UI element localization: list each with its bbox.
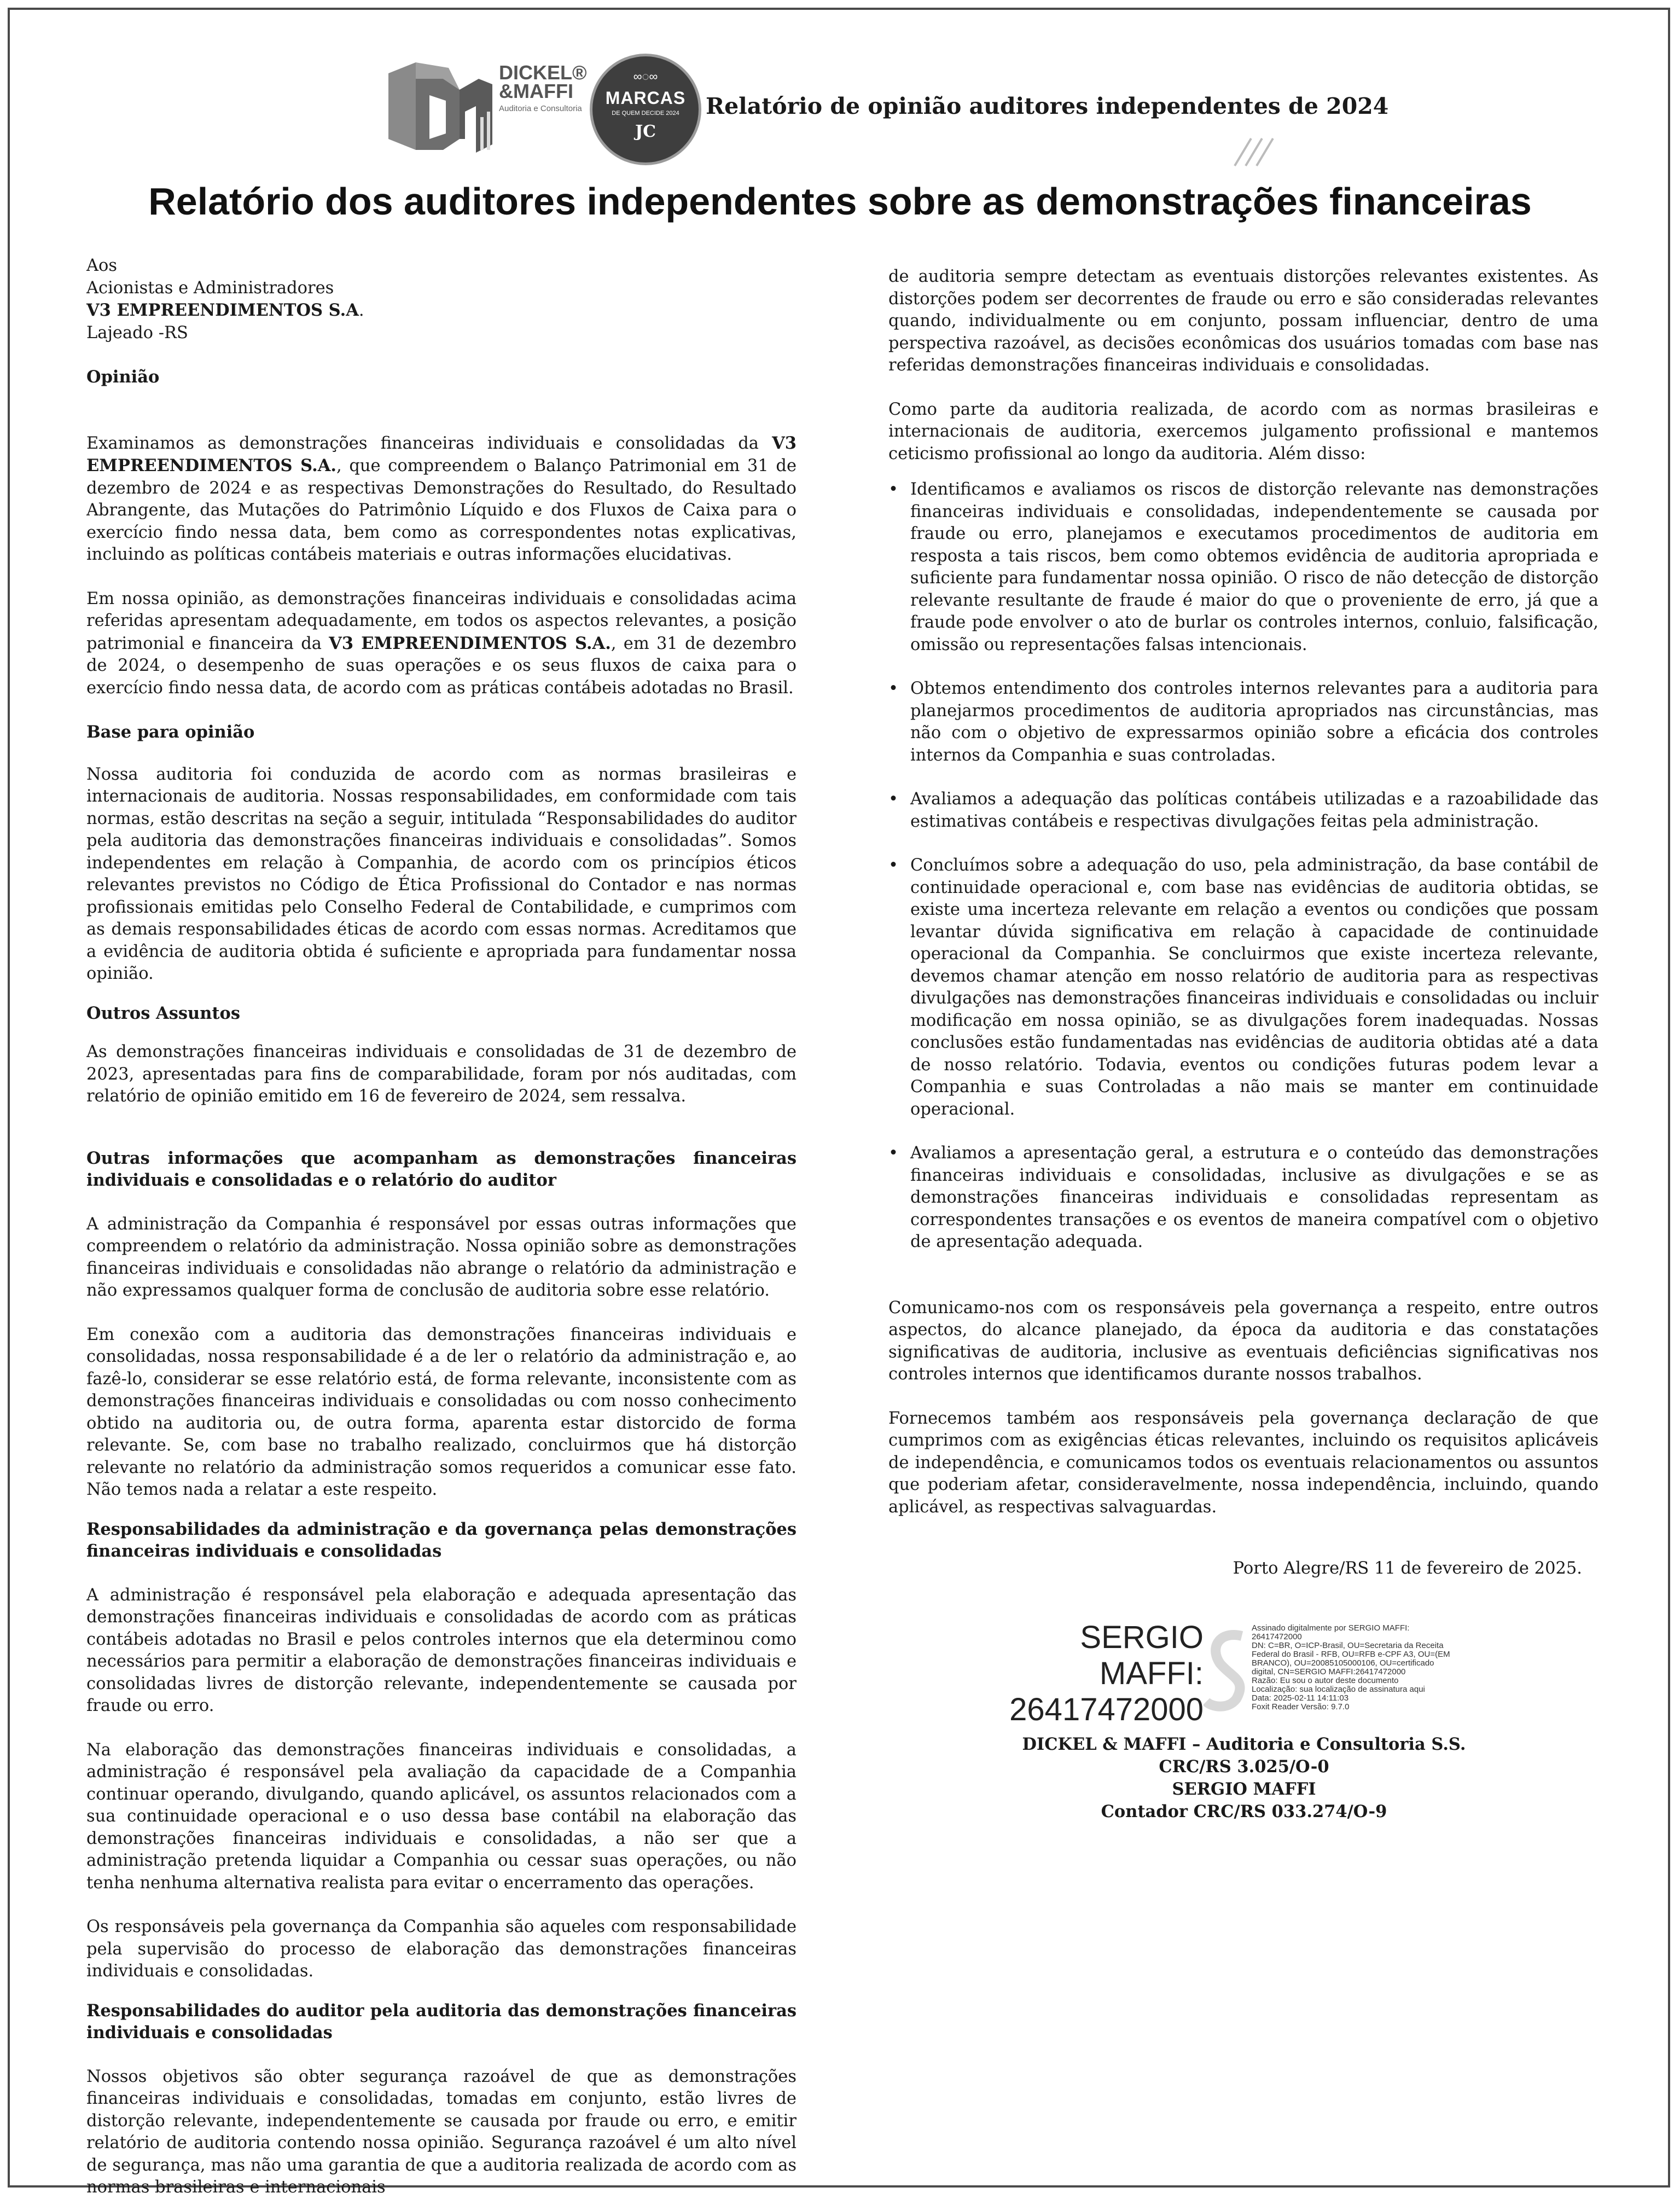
- other-info-paragraph: A administração da Companhia é responsável por essas outras informações que compreendem o relatório da administração. Nossa opinião sobre as demonstrações financeiras individuais e consolidadas não abrange o relatório da administração e não expressamos qualquer forma de conclusão de auditoria sobre esse relatório.: [86, 1214, 797, 1300]
- signer-crc: Contador CRC/RS 033.274/O-9: [1101, 1802, 1387, 1821]
- firm-name: DICKEL & MAFFI – Auditoria e Consultoria S.S.: [1022, 1734, 1466, 1754]
- mgmt-resp-paragraph: A administração é responsável pela elaboração e adequada apresentação das demonstrações financeiras individuais e consolidadas de acordo com as práticas contábeis adotadas no Brasil e pelos controles internos que ela determinou como necessários para permitir a elaboração de demonstrações financeiras individuais e consolidadas livres de distorção relevante, independentemente se causada por fraude ou erro.: [86, 1585, 797, 1715]
- mgmt-resp-paragraph: Na elaboração das demonstrações financeiras individuais e consolidadas, a administração é responsável pela avaliação da capacidade de a Companhia continuar operando, divulgando, quando aplicável, os assuntos relacionados com a sua continuidade operacional e o uso dessa base contábil na elaboração das demonstrações financeiras individuais e consolidadas, a não ser que a administração pretenda liquidar a Companhia ou cessar suas operações, ou não tenha nenhuma alternativa realista para evitar o encerramento das operações.: [86, 1740, 797, 1893]
- governance-communication-paragraph: Comunicamo-nos com os responsáveis pela governança a respeito, entre outros aspectos, do alcance planejado, da época da auditoria e das constatações significativas de auditoria, inclusive as eventuais deficiências significativas nos controles internos que identificamos durante nossos trabalhos.: [888, 1298, 1598, 1384]
- opinion-paragraph: Em nossa opinião, as demonstrações financeiras individuais e consolidadas acima referidas apresentam adequadamente, em todos os aspectos relevantes, a posição patrimonial e financeira da V3 EMPREENDIMENTOS S.A., em 31 de dezembro de 2024, o desempenho de suas operações e os seus fluxos de caixa para o exercício findo nessa data, de acordo com as práticas contábeis adotadas no Brasil.: [86, 589, 797, 698]
- section-heading-mgmt-resp: Responsabilidades da administração e da governança pelas demonstrações financeiras individuais e consolidadas: [86, 1519, 797, 1561]
- mgmt-resp-paragraph: Os responsáveis pela governança da Companhia são aqueles com responsabilidade pela supervisão do processo de elaboração das demonstrações financeiras individuais e consolidadas.: [86, 1917, 797, 1981]
- place-and-date: Porto Alegre/RS 11 de fevereiro de 2025.: [1233, 1559, 1582, 1578]
- section-heading-other-info: Outras informações que acompanham as demonstrações financeiras individuais e consolidadas e o relatório do auditor: [86, 1148, 797, 1190]
- list-item: • Avaliamos a apresentação geral, a estrutura e o conteúdo das demonstrações financeiras individuais e consolidadas, inclusive as divulgações e se as demonstrações financeiras individuais e consolidadas representam as correspondentes transações e os eventos de maneira compatível com o objetivo de apresentação adequada.: [888, 1142, 1598, 1254]
- opinion-paragraph: Examinamos as demonstrações financeiras individuais e consolidadas da V3 EMPREENDIMENTOS S.A., que compreendem o Balanço Patrimonial em 31 de dezembro de 2024 e as respectivas Demonstrações do Resultado, do Resultado Abrangente, das Mutações do Patrimônio Líquido e dos Fluxos de Caixa para o exercício findo nessa data, bem como as correspondentes notas explicativas, incluindo as políticas contábeis materiais e outras informações elucidativas.: [86, 433, 797, 564]
- marcas-subtitle: DE QUEM DECIDE 2024: [612, 110, 679, 117]
- signature-watermark-icon: [1204, 1625, 1253, 1713]
- logo-brand: DICKEL® &MAFFI: [499, 61, 587, 102]
- page-title: Relatório dos auditores independentes sobre as demonstrações financeiras: [148, 180, 1532, 223]
- signature-details: Assinado digitalmente por SERGIO MAFFI: 26417472000 DN: C=BR, O=ICP-Brasil, OU=Secretaria da Receita Federal do Brasil - RFB, OU=RFB e-CPF A3, OU=(EM BRANCO), OU=20085105000106, OU=certificado digital, CN=SERGIO MAFFI:26417472000 Razão: Eu sou o autor deste documento Localização: sua localização de assinatura aqui Data: 2025-02-11 14:11:03 Foxit Reader Versão: 9.7.0: [1252, 1623, 1450, 1711]
- addressee-company: V3 EMPREENDIMENTOS S.A.: [86, 300, 364, 320]
- list-item: • Obtemos entendimento dos controles internos relevantes para a auditoria para planejarmos procedimentos de auditoria apropriados nas circunstâncias, mas não com o objetivo de expressarmos opinião sobre a eficácia dos controles internos da Companhia e suas controladas.: [888, 678, 1598, 767]
- addressee-line: Acionistas e Administradores: [86, 278, 334, 298]
- signer-name: SERGIO MAFFI: [1172, 1779, 1316, 1799]
- decorative-slashes-icon: [1224, 136, 1278, 169]
- marcas-title: MARCAS: [605, 88, 686, 108]
- report-header-title: Relatório de opinião auditores independentes de 2024: [706, 93, 1389, 119]
- other-matters-paragraph: As demonstrações financeiras individuais e consolidadas de 31 de dezembro de 2023, apresentadas para fins de comparabilidade, foram por nós auditadas, com relatório de opinião emitido em 16 de fevereiro de 2024, sem ressalva.: [86, 1042, 797, 1106]
- other-info-paragraph: Em conexão com a auditoria das demonstrações financeiras individuais e consolidadas, nossa responsabilidade é a de ler o relatório da administração e, ao fazê-lo, considerar se esse relatório está, de forma relevante, inconsistente com as demonstrações financeiras individuais e consolidadas ou com nosso conhecimento obtido na auditoria ou, de outra forma, aparenta estar distorcido de forma relevante. Se, com base no trabalho realizado, concluirmos que há distorção relevante no relatório da administração somos requeridos a comunicar esse fato. Não temos nada a relatar a este respeito.: [86, 1325, 797, 1499]
- addressee-city: Lajeado -RS: [86, 323, 188, 343]
- list-item: • Concluímos sobre a adequação do uso, pela administração, da base contábil de continuidade operacional e, com base nas evidências de auditoria obtidas, se existe uma incerteza relevante em relação a eventos ou condições que possam levantar dúvida significativa em relação à capacidade de continuidade operacional da Companhia. Se concluirmos que existe incerteza relevante, devemos chamar atenção em nosso relatório de auditoria para as respectivas divulgações nas demonstrações financeiras individuais e consolidadas ou incluir modificação em nossa opinião, se as divulgações forem inadequadas. Nossas conclusões estão fundamentadas nas evidências de auditoria obtidas até a data de nosso relatório. Todavia, eventos ou condições futuras podem levar a Companhia e suas Controladas a não mais se manter em continuidade operacional.: [888, 855, 1598, 1121]
- addressee-line: Aos: [86, 256, 118, 275]
- left-column: [86, 255, 797, 2199]
- marcas-mark: JC: [635, 122, 656, 141]
- right-column: [888, 266, 1598, 1580]
- section-heading-opinion: Opinião: [86, 367, 160, 387]
- logo-subtitle: Auditoria e Consultoria: [499, 104, 582, 113]
- auditor-resp-paragraph: Nossos objetivos são obter segurança razoável de que as demonstrações financeiras individuais e consolidadas, tomadas em conjunto, estão livres de distorção relevante, independentemente se causada por fraude ou erro, e emitir relatório de auditoria contendo nossa opinião. Segurança razoável é um alto nível de segurança, mas não uma garantia de que a auditoria realizada de acordo com as normas brasileiras e internacionais: [86, 2067, 797, 2197]
- header: [383, 54, 1395, 179]
- section-heading-basis: Base para opinião: [86, 722, 255, 742]
- marcas-seal: [590, 54, 701, 165]
- audit-procedures-list: [888, 479, 1598, 1254]
- marcas-ornament-icon: ∞◌∞: [633, 69, 658, 83]
- list-item: • Identificamos e avaliamos os riscos de distorção relevante nas demonstrações financeiras individuais e consolidadas, independentemente se causada por fraude ou erro, planejamos e executamos procedimentos de auditoria em resposta a tais riscos, bem como obtemos evidência de auditoria apropriada e suficiente para fundamentar nossa opinião. O risco de não detecção de distorção relevante resultante de fraude é maior do que o proveniente de erro, já que a fraude pode envolver o ato de burlar os controles internos, conluio, falsificação, omissão ou representações falsas intencionais.: [888, 479, 1598, 656]
- audit-approach-paragraph: Como parte da auditoria realizada, de acordo com as normas brasileiras e internacionais de auditoria, exercemos julgamento profissional e mantemos ceticismo profissional ao longo da auditoria. Além disso:: [888, 399, 1598, 463]
- signature-name: SERGIO MAFFI: 26417472000: [1009, 1620, 1204, 1727]
- independence-paragraph: Fornecemos também aos responsáveis pela governança declaração de que cumprimos com as exigências éticas relevantes, incluindo os requisitos aplicáveis de independência, e comunicamos todos os eventuais relacionamentos ou assuntos que poderiam afetar, consideravelmente, nossa independência, incluindo, quando aplicável, as respectivas salvaguardas.: [888, 1408, 1598, 1517]
- auditor-resp-continuation: de auditoria sempre detectam as eventuais distorções relevantes existentes. As distorções podem ser decorrentes de fraude ou erro e são consideradas relevantes quando, individualmente ou em conjunto, possam influenciar, dentro de uma perspectiva razoável, as decisões econômicas dos usuários tomadas com base nas referidas demonstrações financeiras individuais e consolidadas.: [888, 267, 1598, 375]
- section-heading-other-matters: Outros Assuntos: [86, 1003, 240, 1023]
- basis-paragraph: Nossa auditoria foi conduzida de acordo com as normas brasileiras e internacionais de auditoria. Nossas responsabilidades, em conformidade com tais normas, estão descritas na seção a seguir, intitulada “Responsabilidades do auditor pela auditoria das demonstrações financeiras individuais e consolidadas”. Somos independentes em relação à Companhia, de acordo com os princípios éticos relevantes previstos no Código de Ética Profissional do Contador e nas normas profissionais emitidas pelo Conselho Federal de Contabilidade, e cumprimos com as demais responsabilidades éticas de acordo com essas normas. Acreditamos que a evidência de auditoria obtida é suficiente e apropriada para fundamentar nossa opinião.: [86, 764, 797, 983]
- section-heading-auditor-resp: Responsabilidades do auditor pela auditoria das demonstrações financeiras individuais e consolidadas: [86, 2000, 797, 2043]
- signer-block: [888, 1733, 1600, 1823]
- dickel-maffi-logo-icon: [383, 57, 498, 161]
- digital-signature: [1009, 1620, 1477, 1729]
- list-item: • Avaliamos a adequação das políticas contábeis utilizadas e a razoabilidade das estimativas contábeis e respectivas divulgações feitas pela administração.: [888, 788, 1598, 833]
- firm-crc: CRC/RS 3.025/O-0: [1159, 1757, 1329, 1777]
